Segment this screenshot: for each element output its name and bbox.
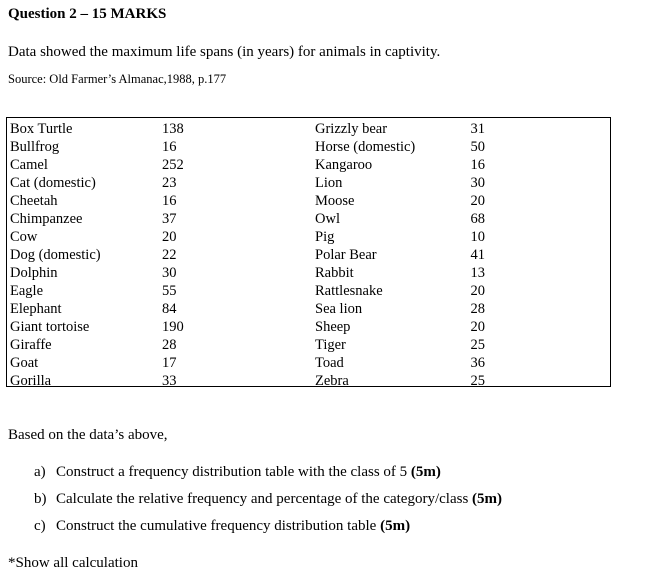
life-span-value: 28	[470, 301, 485, 317]
life-span-value: 68	[470, 211, 485, 227]
life-span-value: 50	[470, 139, 485, 155]
life-span-value: 33	[162, 373, 177, 389]
animal-name: Dolphin	[10, 265, 58, 281]
animal-name: Eagle	[10, 283, 44, 299]
animal-name: Cat (domestic)	[10, 175, 96, 191]
left-animal-column	[10, 120, 101, 390]
question-text: Construct the cumulative frequency distribution table	[56, 518, 381, 534]
life-span-value: 10	[470, 229, 485, 245]
life-span-value: 138	[162, 121, 184, 137]
animal-name: Horse (domestic)	[315, 139, 416, 155]
question-marks: (5m)	[472, 491, 503, 507]
life-span-value: 55	[162, 283, 177, 299]
life-span-value: 25	[470, 373, 485, 389]
life-span-value: 41	[470, 247, 485, 263]
right-animal-column	[315, 120, 415, 390]
animal-name: Lion	[315, 175, 343, 191]
life-span-value: 22	[162, 247, 177, 263]
life-span-value: 13	[470, 265, 485, 281]
life-span-value: 190	[162, 319, 184, 335]
animal-name: Giraffe	[10, 337, 52, 353]
life-span-value: 20	[470, 319, 485, 335]
animal-name: Box Turtle	[10, 121, 73, 137]
animal-name: Camel	[10, 157, 48, 173]
animal-name: Kangaroo	[315, 157, 373, 173]
life-span-value: 84	[162, 301, 177, 317]
question-c	[34, 518, 410, 535]
question-marks: (5m)	[380, 518, 411, 534]
based-on-text: Based on the data’s above,	[8, 427, 168, 443]
animal-name: Toad	[315, 355, 344, 371]
animal-name: Polar Bear	[315, 247, 377, 263]
life-span-value: 20	[470, 283, 485, 299]
life-span-value: 37	[162, 211, 177, 227]
life-span-value: 23	[162, 175, 177, 191]
animal-name: Moose	[315, 193, 355, 209]
animal-name: Rattlesnake	[315, 283, 383, 299]
animal-name: Tiger	[315, 337, 346, 353]
life-span-value: 30	[162, 265, 177, 281]
life-span-value: 252	[162, 157, 184, 173]
life-span-value: 28	[162, 337, 177, 353]
animal-name: Sea lion	[315, 301, 363, 317]
life-span-value: 16	[162, 139, 177, 155]
animal-name: Owl	[315, 211, 340, 227]
data-table	[6, 117, 611, 387]
animal-name: Pig	[315, 229, 335, 245]
intro-text: Data showed the maximum life spans (in years) for animals in captivity.	[8, 44, 441, 60]
left-years-column	[162, 120, 184, 390]
question-a	[34, 464, 441, 481]
question-marks: (5m)	[410, 464, 441, 480]
animal-name: Grizzly bear	[315, 121, 388, 137]
life-span-value: 30	[470, 175, 485, 191]
question-label: b)	[34, 491, 47, 507]
animal-name: Zebra	[315, 373, 349, 389]
life-span-value: 25	[470, 337, 485, 353]
animal-name: Elephant	[10, 301, 62, 317]
life-span-value: 17	[162, 355, 177, 371]
animal-name: Chimpanzee	[10, 211, 83, 227]
animal-name: Rabbit	[315, 265, 354, 281]
animal-name: Dog (domestic)	[10, 247, 101, 263]
question-label: a)	[34, 464, 46, 480]
animal-name: Gorilla	[10, 373, 52, 389]
calculation-note: *Show all calculation	[8, 555, 138, 571]
life-span-value: 20	[162, 229, 177, 245]
life-span-value: 16	[470, 157, 485, 173]
life-span-value: 36	[470, 355, 485, 371]
animal-name: Cheetah	[10, 193, 58, 209]
question-label: c)	[34, 518, 46, 534]
animal-name: Goat	[10, 355, 39, 371]
life-span-value: 20	[470, 193, 485, 209]
question-text: Construct a frequency distribution table with the class of 5	[56, 464, 411, 480]
source-text: Source: Old Farmer’s Almanac,1988, p.177	[8, 72, 227, 86]
life-span-value: 16	[162, 193, 177, 209]
question-title: Question 2 – 15 MARKS	[8, 6, 167, 22]
animal-name: Giant tortoise	[10, 319, 90, 335]
question-b	[34, 491, 502, 508]
animal-name: Sheep	[315, 319, 351, 335]
right-years-column	[468, 120, 485, 390]
animal-name: Cow	[10, 229, 38, 245]
animal-name: Bullfrog	[10, 139, 60, 155]
life-span-value: 31	[470, 121, 485, 137]
question-text: Calculate the relative frequency and percentage of the category/class	[56, 491, 473, 507]
